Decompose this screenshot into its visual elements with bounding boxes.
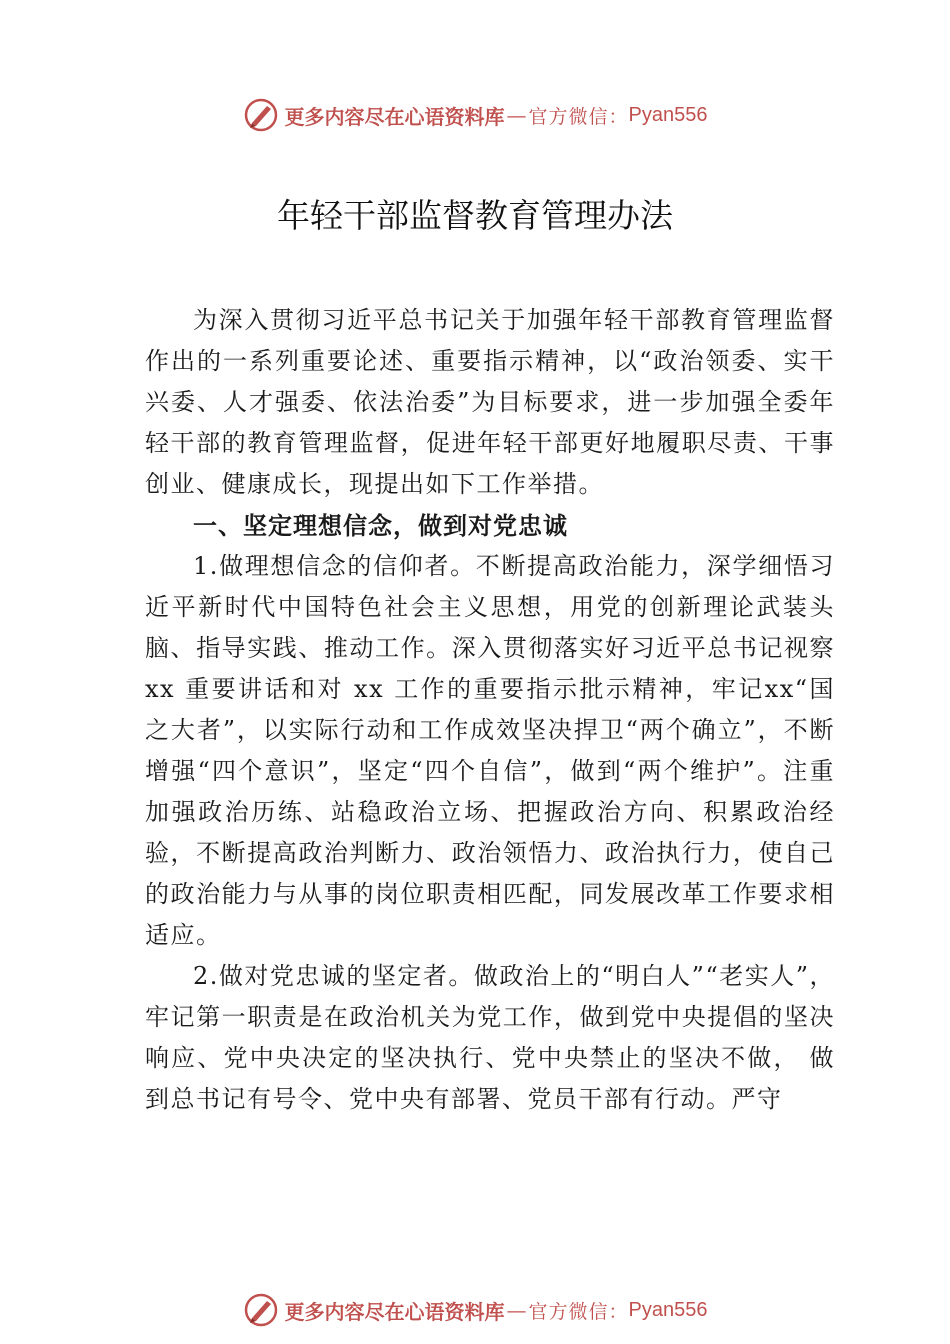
banner-wechat-label: 官方微信： xyxy=(528,105,629,128)
banner-wechat-id: Pyan556 xyxy=(628,103,708,126)
banner-brand-text: 更多内容尽在心语资料库 xyxy=(284,1299,505,1324)
header-watermark-banner xyxy=(0,95,950,135)
section-heading-1: 一、坚定理想信念，做到对党忠诚 xyxy=(193,511,568,540)
footer-watermark-banner xyxy=(0,1290,950,1330)
item-paragraph-1: 1.做理想信念的信仰者。不断提高政治能力，深学细悟习近平新时代中国特色社会主义思想，用党的创新理论武装头脑、指导实践、推动工作。深入贯彻落实好习近平总书记视察 xx 重要讲话和对 xx 工作的重要指示批示精神，牢记xx“国之大者”，以实际行动和工作成效坚决捍卫“两个确立”，不断增强“四个意识”，坚定“四个自信”，做到“两个维护”。注重加强政治历练、站稳政治立场、把握政治方向、积累政治经验，不断提高政治判断力、政治领悟力、政治执行力，使自己的政治能力与从事的岗位职责相匹配，同发展改革工作要求相适应。 xyxy=(145,552,835,949)
banner-dash: — xyxy=(506,1298,527,1322)
banner-dash: — xyxy=(506,103,527,127)
banner-wechat-label: 官方微信： xyxy=(528,1300,629,1323)
pen-seal-logo-icon xyxy=(243,1292,279,1328)
pen-seal-logo-icon xyxy=(243,97,279,133)
banner-wechat-id: Pyan556 xyxy=(628,1298,708,1321)
document-body xyxy=(145,300,835,1120)
intro-paragraph: 为深入贯彻习近平总书记关于加强年轻干部教育管理监督作出的一系列重要论述、重要指示精神，以“政治领委、实干兴委、人才强委、依法治委”为目标要求，进一步加强全委年轻干部的教育管理监督，促进年轻干部更好地履职尽责、干事创业、健康成长，现提出如下工作举措。 xyxy=(145,306,835,498)
banner-brand-text: 更多内容尽在心语资料库 xyxy=(284,104,505,129)
document-title: 年轻干部监督教育管理办法 xyxy=(277,196,673,235)
item-paragraph-2: 2.做对党忠诚的坚定者。做政治上的“明白人”“老实人”，牢记第一职责是在政治机关为党工作，做到党中央提倡的坚决响应、党中央决定的坚决执行、党中央禁止的坚决不做， 做到总书记有号令、党中央有部署、党员干部有行动。严守 xyxy=(145,962,835,1113)
